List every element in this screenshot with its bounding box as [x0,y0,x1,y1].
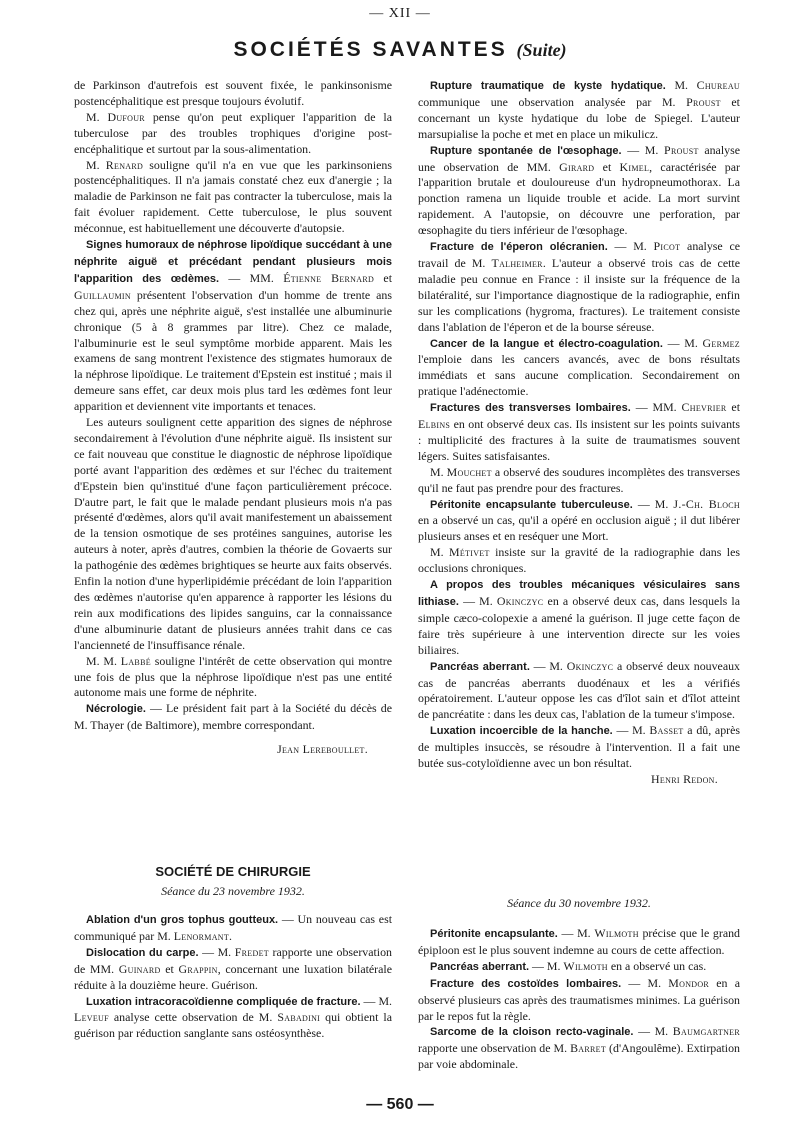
signature: Henri Redon. [651,771,718,786]
paragraph: M. Renard souligne qu'il n'a en vue que les parkinsoniens postencéphalitiques. Il n'a jamais constaté chez eux d'anergie ; la maladie de Parkinson ne fait pas contracter la tuberculose, mais la fait évoluer rapidement. Cette tuberculose, le plus souvent méconnue, est habituellement une découverte d'autopsie. [74,157,392,236]
page-number: — 560 — [366,1096,434,1113]
paragraph: M. Mouchet a observé des soudures incomplètes des transverses qu'il ne faut pas prendre pour des fractures. [418,464,740,495]
paragraph: Péritonite encapsulante. — M. Wilmoth précise que le grand épiploon est le plus souvent indemne au cours de cette affection. [418,926,740,957]
paragraph: M. Métivet insiste sur la gravité de la radiographie dans les occlusions chroniques. [418,545,740,576]
paragraph: Péritonite encapsulante tuberculeuse. — M. J.-Ch. Bloch en a observé un cas, qu'il a opéré en occlusion aiguë ; il dut libérer plusieurs anses et en reséquer une Mort. [418,496,740,544]
paragraph: M. M. Labbé souligne l'intérêt de cette observation qui montre une fois de plus que la néphrose lipoïdique n'est pas une entité autonome mais une forme de néphrite. [74,653,392,700]
paragraph: A propos des troubles mécaniques vésiculaires sans lithiase. — M. Okinczyc en a observé deux cas, dans lesquels la simple cæco-colopexie a amené la guérison. Il juge cette façon de faire très supérieure à une intervention directe sur les voies biliaires. [418,579,740,657]
paragraph: Fracture des costoïdes lombaires. — M. Mondor en a observé plusieurs cas après des traumatismes minimes. La guérison par le repos fut la règle. [418,975,740,1023]
signature: Jean Lereboullet. [277,742,368,757]
paragraph: Ablation d'un gros tophus goutteux. — Un nouveau cas est communiqué par M. Lenormant. [74,912,392,943]
paragraph: Cancer de la langue et électro-coagulation. — M. Germez l'emploie dans les cancers avancés, avec de bons résultats immédiats et sans aucune complication. Secondairement on pratique l'adénectomie. [418,335,740,399]
paragraph: Rupture spontanée de l'œsophage. — M. Proust analyse une observation de MM. Girard et Kimel, caractérisée par l'apparition brutale et douloureuse d'un hydropneumothorax. La ponction ramena un liquide trouble et acide. La mort survint rapidement. A l'autopsie, on découvre une perforation, par œsophagite du tiers inférieur de l'œsophage. [418,142,740,238]
left-column [74,78,392,758]
paragraph: Pancréas aberrant. — M. Okinczyc a observé deux nouveaux cas de pancréas aberrants duodénaux et les a vérifiés opératoirement. L'auteur oppose les cas d'îlot sain et d'îlot atteint de pancréatite : dans les deux cas, l'ablation de la tumeur s'impose. [418,658,740,722]
paragraph: Signes humoraux de néphrose lipoïdique succédant à une néphrite aiguë et précédant pendant plusieurs mois l'apparition des œdèmes. — MM. Étienne Bernard et Guillaumin présentent l'observation d'un homme de trente ans chez qui, après une néphrite aiguë, s'est installée une albuminurie chronique (5 à 8 grammes par litre). Chez ce malade, l'albuminurie est le seul symptôme morbide apparent. Mais les examens de sang montrent l'existence des stigmates humoraux de la néphrose lipoïdique. Le traitement d'Epstein est institué ; mais il demeure sans effet, car deux mois plus tard les œdèmes font leur apparition et deviennent vite importants et tenaces. [74,239,393,414]
paragraph: Fracture de l'éperon olécranien. — M. Picot analyse ce travail de M. Talheimer. L'auteur a observé trois cas de cette maladie peu connue en France : il insiste sur la fréquence de la bilatéralité, sur l'importance diagnostique de la radiographie, enfin sur les complications (hygroma, fractures). Le traitement consiste dans l'ablation de l'éperon et de la bourse séreuse. [418,239,740,334]
page-title: SOCIÉTÉS SAVANTES (Suite) [233,38,567,61]
paragraph: Dislocation du carpe. — M. Fredet rapporte une observation de MM. Guinard et Grappin, concernant une luxation bilatérale réduite à la douzième heure. Guérison. [74,944,392,992]
chirurgie-left [74,912,392,1042]
paragraph: Les auteurs soulignent cette apparition des signes de néphrose secondairement à l'évolution d'une néphrite aiguë. Ils insistent sur ce fait nouveau que constitue le diagnostic de néphrose lipoïdique porté avant l'apparition des œdèmes et sur l'échec du traitement d'Epstein bien qu'institué d'une façon particulièrement précoce. D'autre part, le fait que le malade pendant plusieurs mois n'a pas présenté d'œdèmes, alors qu'il avait manifestement un abaissement de la tension osmotique de ses protéines sanguines, autorise les auteurs à noter, après d'autres, combien la théorie de Govaerts sur la pathogénie des œdèmes brightiques se heurte aux faits observés. Enfin la notion d'une hyperlipidémie précédant de loin l'apparition des œdèmes n'autorise qu'en apparence à rapporter les lésions du rein aux modifications des lipides sanguins, car la connaissance d'une albuminurie datant de plusieurs années trahit dans ce cas l'ancienneté de l'insuffisance rénale. [74,415,392,652]
paragraph: de Parkinson d'autrefois est souvent fixée, le pankinsonisme postencéphalitique est presque toujours évolutif. [74,78,392,108]
paragraph: Luxation intracoracoïdienne compliquée de fracture. — M. Leveuf analyse cette observation de M. Sabadini qui obtient la guérison par réduction sanglante sans ostéosynthèse. [74,993,392,1041]
header-page-roman: — XII — [369,6,431,21]
paragraph: Luxation incoercible de la hanche. — M. Basset a dû, après de multiples insuccès, se résoudre à l'intervention. Il a fait une butée sus-cotyloïdienne avec un bon résultat. [418,723,740,771]
right-column [418,78,740,788]
seance-date: Séance du 30 novembre 1932. [507,896,651,910]
paragraph: Fractures des transverses lombaires. — MM. Chevrier et Elbins en ont observé deux cas. Ils insistent sur les points suivants : multiplicité des fractures à la suite de traumatismes souvent légers. Suites satisfaisantes. [418,400,740,463]
paragraph: Rupture traumatique de kyste hydatique. M. Chureau communique une observation analysée par M. Proust et concernant un kyste hydatique du lobe de Spiegel. L'auteur marsupialise la poche et met en place un mikulicz. [418,78,740,141]
paragraph: Pancréas aberrant. — M. Wilmoth en a observé un cas. [430,958,707,973]
paragraph: Nécrologie. — Le président fait part à la Société du décès de M. Thayer (de Baltimore), membre correspondant. [74,701,392,733]
chirurgie-right [418,926,740,1073]
paragraph: Sarcome de la cloison recto-vaginale. — M. Baumgartner rapporte une observation de M. Barret (d'Angoulême). Extirpation par voie abdominale. [418,1024,740,1072]
title-suite: (Suite) [516,40,567,60]
seance-date: Séance du 23 novembre 1932. [161,884,305,898]
paragraph: M. Dufour pense qu'on peut expliquer l'apparition de la tuberculose par des troubles trophiques d'origine post-encéphalitique et surtout par la sous-alimentation. [74,109,392,156]
section-title: SOCIÉTÉ DE CHIRURGIE [155,864,311,879]
